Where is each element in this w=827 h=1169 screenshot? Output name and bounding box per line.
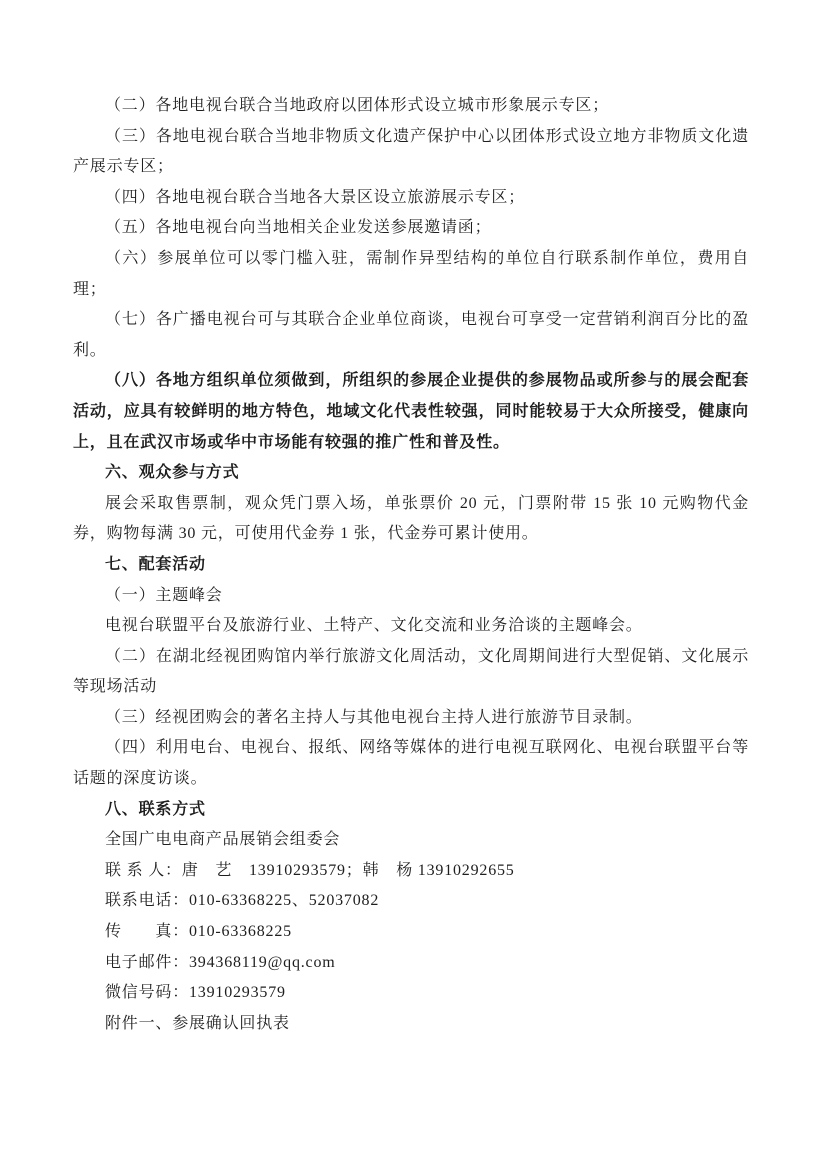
contact-person-line: 联 系 人：唐 艺 13910293579；韩 杨 13910292655 bbox=[105, 861, 515, 879]
activity-item-4: （四）利用电台、电视台、报纸、网络等媒体的进行电视互联网化、电视台联盟平台等话题的深度访谈。 bbox=[73, 739, 749, 788]
section-heading-contact: 八、联系方式 bbox=[105, 800, 206, 818]
contact-phone-line: 联系电话：010-63368225、52037082 bbox=[105, 892, 380, 910]
activity-item-1: （一）主题峰会 bbox=[105, 586, 223, 604]
contact-organization: 全国广电电商产品展销会组委会 bbox=[105, 831, 341, 849]
org-item-7: （七）各广播电视台可与其联合企业单位商谈，电视台可享受一定营销利润百分比的盈利。 bbox=[73, 311, 749, 359]
activity-item-3: （三）经视团购会的著名主持人与其他电视台主持人进行旅游节目录制。 bbox=[105, 708, 643, 726]
org-item-4: （四）各地电视台联合当地各大景区设立旅游展示专区； bbox=[105, 188, 526, 206]
org-item-2: （二）各地电视台联合当地政府以团体形式设立城市形象展示专区； bbox=[105, 97, 610, 114]
contact-fax-line: 传 真：010-63368225 bbox=[105, 923, 292, 941]
attachment-note: 附件一、参展确认回执表 bbox=[105, 1014, 290, 1032]
activity-item-1-detail: 电视台联盟平台及旅游行业、土特产、文化交流和业务洽谈的主题峰会。 bbox=[105, 617, 643, 635]
contact-wechat-line: 微信号码：13910293579 bbox=[105, 984, 286, 1002]
audience-participation-body: 展会采取售票制，观众凭门票入场，单张票价 20 元，门票附带 15 张 10 元购物代金券，购物每满 30 元，可使用代金券 1 张，代金券可累计使用。 bbox=[73, 494, 749, 543]
contact-email-line: 电子邮件：394368119@qq.com bbox=[105, 953, 336, 971]
activity-item-2: （二）在湖北经视团购馆内举行旅游文化周活动，文化周期间进行大型促销、文化展示等现场活动 bbox=[73, 647, 749, 696]
org-item-3: （三）各地电视台联合当地非物质文化遗产保护中心以团体形式设立地方非物质文化遗产展示专区； bbox=[73, 127, 749, 176]
section-heading-audience-participation: 六、观众参与方式 bbox=[105, 464, 240, 482]
org-item-5: （五）各地电视台向当地相关企业发送参展邀请函； bbox=[105, 219, 492, 237]
document-content bbox=[73, 91, 749, 1039]
org-item-6: （六）参展单位可以零门槛入驻，需制作异型结构的单位自行联系制作单位，费用自理； bbox=[73, 249, 749, 298]
org-item-8-requirements: （八）各地方组织单位须做到，所组织的参展企业提供的参展物品或所参与的展会配套活动，应具有较鲜明的地方特色，地域文化代表性较强，同时能较易于大众所接受，健康向上，且在武汉市场或华中市场能有较强的推广性和普及性。 bbox=[73, 372, 749, 451]
section-heading-supporting-activities: 七、配套活动 bbox=[105, 555, 206, 573]
